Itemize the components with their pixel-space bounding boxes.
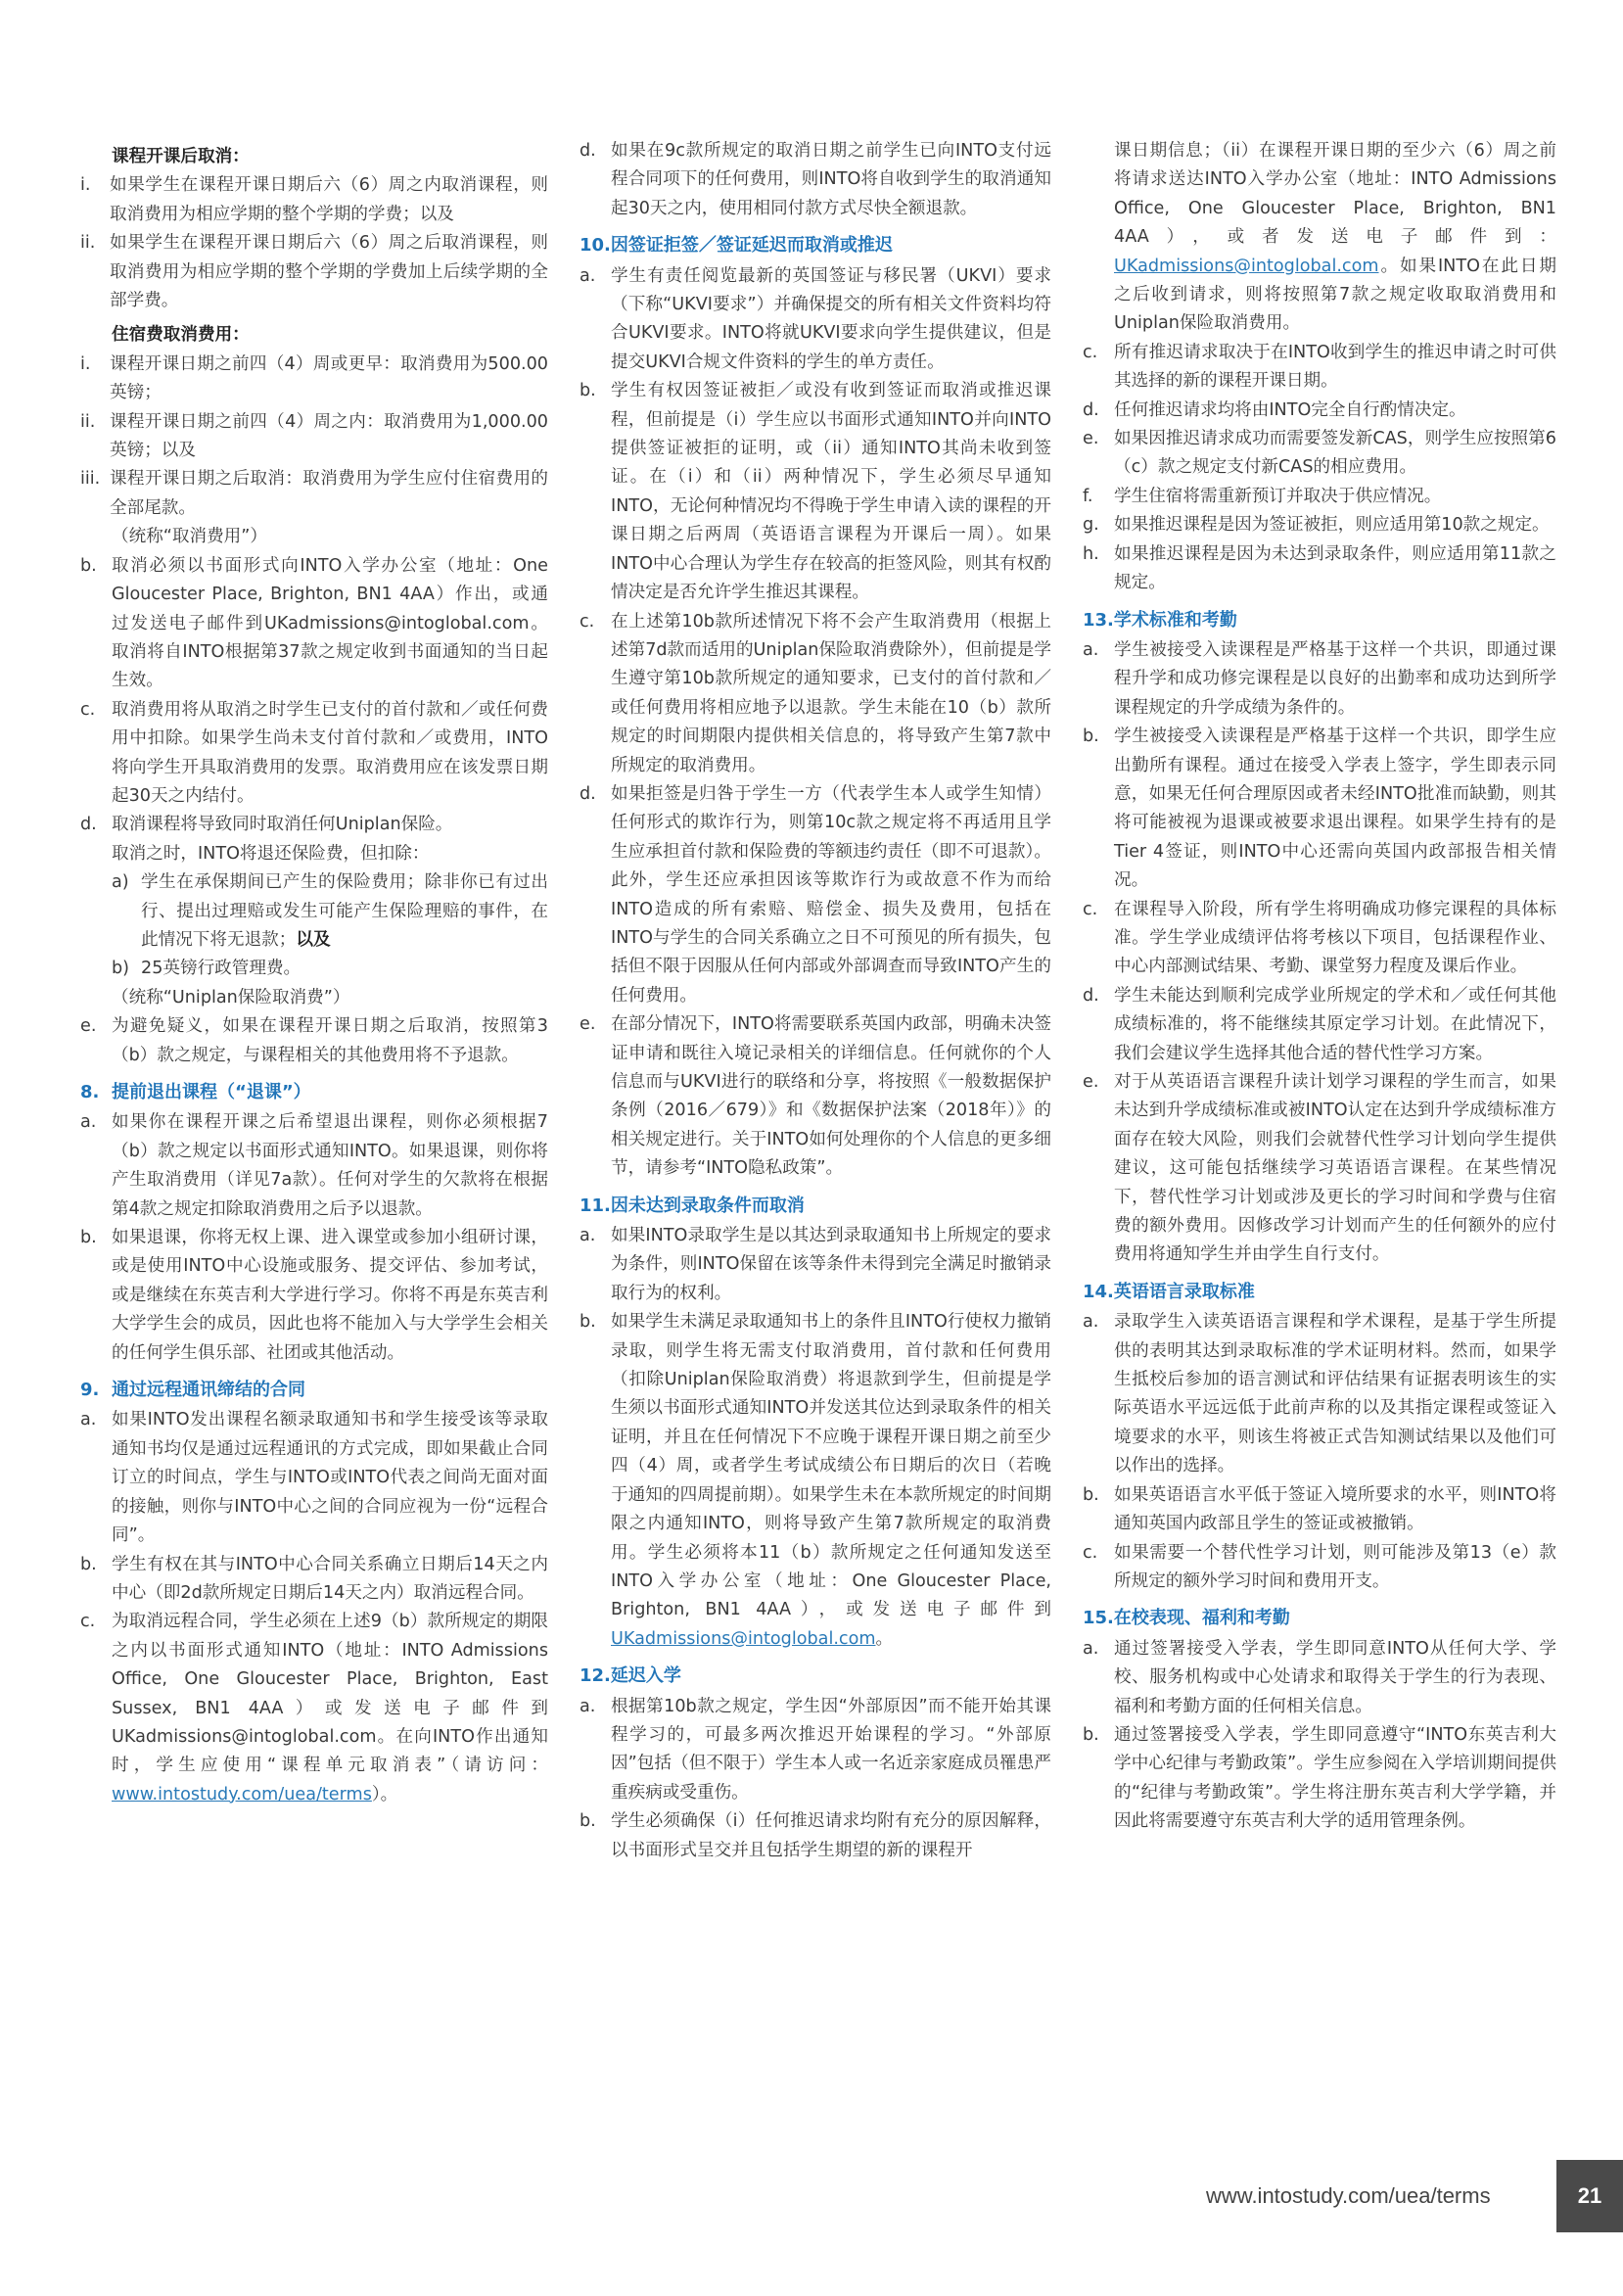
section-heading bbox=[1083, 606, 1556, 634]
clause-text: 对于从英语语言课程升读计划学习课程的学生而言，如果未达到升学成绩标准或被INTO认定在达到升学成绩标准方面存在较大风险，则我们会就替代性学习计划向学生提供建议，这可能包括继续学习英语语言课程。在某些情况下，替代性学习计划或涉及更长的学习时间和学费与住宿费的额外费用。因修改学习计划而产生的任何额外的应付费用将通知学生并由学生自行支付。 bbox=[1114, 1072, 1556, 1265]
clause-item bbox=[1083, 1635, 1556, 1721]
section-number: 8. bbox=[80, 1082, 100, 1102]
clause-tail: 以及 bbox=[296, 929, 331, 950]
clause-text-container bbox=[112, 1224, 548, 1368]
clause-marker: a. bbox=[1083, 1638, 1099, 1659]
section-title: 因未达到录取条件而取消 bbox=[610, 1195, 805, 1216]
clause-text-container bbox=[1114, 1635, 1556, 1721]
section-heading bbox=[580, 1662, 1051, 1690]
section-number: 10. bbox=[580, 235, 611, 257]
clause-text-container bbox=[112, 1406, 548, 1550]
clause-item bbox=[580, 1308, 1051, 1654]
section-title: 英语语言录取标准 bbox=[1113, 1281, 1255, 1302]
clause-text-container bbox=[110, 229, 548, 315]
clause-text: 课程开课日期之后取消：取消费用为学生应付住宿费用的全部尾款。 bbox=[110, 469, 548, 518]
clause-marker: c. bbox=[80, 699, 96, 720]
clause-marker: b. bbox=[80, 1228, 97, 1248]
clause-text: 如果学生在课程开课日期后六（6）周之内取消课程，则取消费用为相应学期的整个学期的学费；以及 bbox=[110, 175, 548, 224]
clause-text: 如果推迟课程是因为未达到录取条件，则应适用第11款之规定。 bbox=[1114, 543, 1556, 593]
paragraph bbox=[80, 984, 548, 1012]
clause-text-container bbox=[1114, 483, 1556, 511]
clause-marker: e. bbox=[1083, 429, 1099, 449]
clause-text: 录取学生入读英语语言课程和学术课程，是基于学生所提供的表明其达到录取标准的学术证明材料。然而，如果学生抵校后参加的语言测试和评估结果有证据表明该生的实际英语水平远远低于此前声称的以及其指定课程或签证入境要求的水平，则该生将被正式告知测试结果以及他们可以作出的选择。 bbox=[1114, 1312, 1556, 1476]
clause-marker: iii. bbox=[80, 469, 101, 490]
clause-text-container bbox=[112, 552, 548, 696]
clause-marker: b. bbox=[80, 1554, 97, 1574]
clause-text-container bbox=[1114, 896, 1556, 982]
subheading: 住宿费取消费用： bbox=[112, 325, 250, 346]
clause-text: 学生被接受入读课程是严格基于这样一个共识，即通过课程升学和成功修完课程是以良好的出勤率和成功达到所学课程规定的升学成绩为条件的。 bbox=[1114, 639, 1556, 718]
clause-text-container bbox=[112, 696, 548, 812]
clause-text: 学生住宿将需重新预订并取决于供应情况。 bbox=[1114, 486, 1442, 506]
clause-text: 25英镑行政管理费。 bbox=[141, 959, 301, 979]
clause-text: 根据第10b款之规定，学生因“外部原因”而不能开始其课程学习的，可最多两次推迟开始课程的学习。“外部原因”包括（但不限于）学生本人或一名近亲家庭成员罹患严重疾病或受重伤。 bbox=[611, 1696, 1051, 1803]
clause-text: 课程开课日期之前四（4）周之内：取消费用为1,000.00英镑；以及 bbox=[110, 411, 548, 461]
clause-marker: b. bbox=[580, 381, 596, 401]
clause-item bbox=[80, 811, 548, 839]
clause-tail: 。如果INTO在此日期之后收到请求，则将按照第7款之规定收取取消费用和Uniplan保险取消费用。 bbox=[1114, 256, 1556, 334]
clause-text-container bbox=[1114, 1721, 1556, 1837]
clause-text-container bbox=[112, 1108, 548, 1224]
section-number: 12. bbox=[580, 1665, 611, 1687]
clause-text: 通过签署接受入学表，学生即同意遵守“INTO东英吉利大学中心纪律与考勤政策”。学生应参阅在入学培训期间提供的“纪律与考勤政策”。学生将注册东英吉利大学学籍，并因此将需要遵守东英吉利大学的适用管理条例。 bbox=[1114, 1724, 1556, 1832]
subheading: 课程开课后取消： bbox=[112, 147, 250, 166]
clause-text-container bbox=[1114, 397, 1556, 425]
section-title: 提前退出课程（“退课”） bbox=[112, 1082, 311, 1102]
clause-marker: e. bbox=[580, 1014, 596, 1035]
section-heading bbox=[580, 231, 1051, 259]
clause-marker: b. bbox=[1083, 1484, 1099, 1505]
clause-text: 课日期信息；（ii）在课程开课日期的至少六（6）周之前将请求送达INTO入学办公室（地址：INTO Admissions Office, One Gloucester Place, Brighton, BN1 4AA），或者发送电子邮件到： bbox=[1114, 141, 1556, 248]
clause-item bbox=[580, 1807, 1051, 1865]
clause-text: 学生在承保期间已产生的保险费用；除非你已有过出行、提出过理赔或发生可能产生保险理赔的事件，在此情况下将无退款； bbox=[141, 872, 548, 950]
clause-marker: b. bbox=[1083, 726, 1099, 747]
clause-marker: g. bbox=[1083, 515, 1099, 536]
clause-text-container bbox=[112, 1551, 548, 1609]
clause-text-container bbox=[611, 1693, 1051, 1808]
clause-text-container bbox=[110, 351, 548, 408]
clause-item bbox=[80, 552, 548, 696]
section-title: 学术标准和考勤 bbox=[1113, 609, 1237, 631]
clause-item bbox=[1083, 511, 1556, 539]
clause-text: 如果因推迟请求成功而需要签发新CAS，则学生应按照第6（c）款之规定支付新CAS的相应费用。 bbox=[1114, 429, 1556, 478]
sub-clause bbox=[80, 229, 548, 315]
clause-marker: c. bbox=[1083, 342, 1098, 362]
clause-item bbox=[580, 780, 1051, 1010]
clause-text: 所有推迟请求取决于在INTO收到学生的推迟申请之时可供其选择的新的课程开课日期。 bbox=[1114, 342, 1556, 392]
clause-marker: c. bbox=[580, 611, 595, 632]
clause-text: 取消课程将导致同时取消任何Uniplan保险。 bbox=[112, 815, 453, 835]
clause-text-container bbox=[611, 608, 1051, 780]
clause-item bbox=[1083, 896, 1556, 982]
column-1 bbox=[80, 137, 548, 1809]
clause-marker: h. bbox=[1083, 543, 1099, 564]
clause-item bbox=[80, 1406, 548, 1550]
clause-item bbox=[1083, 636, 1556, 723]
section-heading bbox=[580, 1192, 1051, 1220]
clause-text: 如果英语语言水平低于签证入境所要求的水平，则INTO将通知英国内政部且学生的签证或被撤销。 bbox=[1114, 1484, 1556, 1534]
clause-marker: a. bbox=[1083, 639, 1099, 660]
sub-clause bbox=[80, 408, 548, 466]
sub-clause bbox=[80, 465, 548, 523]
clause-text: 在部分情况下，INTO将需要联系英国内政部，明确未决签证申请和既往入境记录相关的详细信息。任何就你的个人信息而与UKVI进行的联络和分享，将按照《一般数据保护条例（2016／679）》和《数据保护法案（2018年）》的相关规定进行。关于INTO如何处理你的个人信息的更多细节，请参考“INTO隐私政策”。 bbox=[611, 1014, 1051, 1179]
clause-marker: d. bbox=[1083, 399, 1099, 420]
clause-marker: b. bbox=[80, 555, 97, 576]
clause-text: （统称“取消费用”） bbox=[112, 527, 267, 547]
clause-marker: d. bbox=[580, 141, 596, 161]
clause-text-container bbox=[1114, 540, 1556, 598]
clause-item bbox=[80, 1608, 548, 1809]
section-heading bbox=[80, 1376, 548, 1404]
clause-text: 如果INTO录取学生是以其达到录取通知书上所规定的要求为条件，则INTO保留在该等条件未得到完全满足时撤销录取行为的权利。 bbox=[611, 1226, 1051, 1303]
clause-text: 学生未能达到顺利完成学业所规定的学术和／或任何其他成绩标准的，将不能继续其原定学习计划。在此情况下，我们会建议学生选择其他合适的替代性学习方案。 bbox=[1114, 985, 1556, 1063]
section-heading bbox=[1083, 1278, 1556, 1306]
clause-text: 如果学生未满足录取通知书上的条件且INTO行使权力撤销录取，则学生将无需支付取消费用，首付款和任何费用（扣除Uniplan保险取消费）将退款到学生，但前提是学生须以书面形式通知INTO并发送其位达到录取条件的相关证明，并且在任何情况下不应晚于课程开课日期之前至少四（4）周，或者学生考试成绩公布日期后的次日（若晚于通知的四周提前期）。如果学生未在本款所规定的时间期限之内通知INTO，则将导致产生第7款所规定的取消费用。学生必须将本11（b）款所规定之任何通知发送至INTO入学办公室（地址：One Gloucester Place, Brighton, BN1 4AA），或发送电子邮件到 bbox=[611, 1312, 1051, 1620]
clause-text: 如果学生在课程开课日期后六（6）周之后取消课程，则取消费用为相应学期的整个学期的学费加上后续学期的全部学费。 bbox=[110, 233, 548, 311]
clause-item bbox=[80, 1108, 548, 1224]
clause-marker: a. bbox=[80, 1112, 97, 1133]
clause-item bbox=[580, 377, 1051, 607]
clause-marker: d. bbox=[580, 783, 596, 804]
clause-text: 取消必须以书面形式向INTO入学办公室（地址：One Gloucester Place, Brighton, BN1 4AA）作出，或通过发送电子邮件到UKadmissions@intoglobal.com。取消将自INTO根据第37款之规定收到书面通知的当日起生效。 bbox=[112, 555, 548, 691]
section-number: 15. bbox=[1083, 1608, 1114, 1629]
section-title: 通过远程通讯缔结的合同 bbox=[112, 1380, 305, 1401]
clause-text-container bbox=[1114, 425, 1556, 483]
clause-tail: 。 bbox=[875, 1628, 894, 1649]
link-text[interactable]: UKadmissions@intoglobal.com bbox=[611, 1628, 876, 1649]
clause-item bbox=[580, 1693, 1051, 1808]
clause-item bbox=[1083, 1481, 1556, 1539]
clause-text: 如果INTO发出课程名额录取通知书和学生接受该等录取通知书均仅是通过远程通讯的方式完成，即如果截止合同订立的时间点，学生与INTO或INTO代表之间尚无面对面的接触，则你与INTO中心之间的合同应视为一份“远程合同”。 bbox=[112, 1410, 548, 1546]
clause-item bbox=[580, 608, 1051, 780]
clause-item bbox=[580, 262, 1051, 378]
clause-item bbox=[1083, 723, 1556, 895]
clause-text-container bbox=[611, 1308, 1051, 1654]
clause-marker: e. bbox=[1083, 1072, 1099, 1092]
clause-marker: c. bbox=[80, 1612, 96, 1632]
section-title: 因签证拒签／签证延迟而取消或推迟 bbox=[610, 235, 893, 257]
clause-text: 课程开课日期之前四（4）周或更早：取消费用为500.00英镑； bbox=[110, 353, 548, 403]
sub-clause bbox=[80, 955, 548, 983]
clause-marker: b) bbox=[112, 959, 130, 979]
clause-text-container bbox=[611, 262, 1051, 378]
clause-text: 取消之时，INTO将退还保险费，但扣除： bbox=[112, 843, 430, 864]
section-number: 14. bbox=[1083, 1281, 1114, 1302]
clause-marker: b. bbox=[580, 1312, 596, 1333]
clause-marker: b. bbox=[1083, 1724, 1099, 1745]
section-number: 9. bbox=[80, 1380, 100, 1401]
clause-text-container bbox=[141, 868, 548, 955]
clause-text: 如果拒签是归咎于学生一方（代表学生本人或学生知情）任何形式的欺诈行为，则第10c款之规定将不再适用且学生应承担首付款和保险费的等额违约责任（即不可退款）。此外，学生还应承担因该等欺诈行为或故意不作为而给INTO造成的所有索赔、赔偿金、损失及费用，包括在INTO与学生的合同关系确立之日不可预见的所有损失，包括但不限于因服从任何内部或外部调查而导致INTO产生的任何费用。 bbox=[611, 783, 1051, 1006]
clause-text: （统称“Uniplan保险取消费”） bbox=[112, 987, 350, 1007]
clause-text: 如果你在课程开课之后希望退出课程，则你必须根据7（b）款之规定以书面形式通知INTO。如果退课，则你将产生取消费用（详见7a款）。任何对学生的欠款将在根据第4款之规定扣除取消费用之后予以退款。 bbox=[112, 1112, 548, 1219]
clause-text-container bbox=[611, 377, 1051, 607]
sub-clause bbox=[80, 868, 548, 955]
clause-text: 如果需要一个替代性学习计划，则可能涉及第13（e）款所规定的额外学习时间和费用开支。 bbox=[1114, 1542, 1556, 1591]
clause-text: 学生必须确保（i）任何推迟请求均附有充分的原因解释，以书面形式呈交并且包括学生期望的新的课程开 bbox=[611, 1811, 1051, 1860]
clause-item bbox=[580, 137, 1051, 223]
clause-text-container bbox=[112, 1012, 548, 1070]
clause-item bbox=[1083, 1068, 1556, 1270]
section-heading bbox=[80, 1078, 548, 1106]
page-number: 21 bbox=[1556, 2160, 1623, 2232]
clause-marker: b. bbox=[580, 1811, 596, 1832]
clause-text: 如果退课，你将无权上课、进入课堂或参加小组研讨课，或是使用INTO中心设施或服务、提交评估、参加考试，或是继续在东英吉利大学进行学习。你将不再是东英吉利大学学生会的成员，因此也将不能加入与大学学生会相关的任何学生俱乐部、社团或其他活动。 bbox=[112, 1228, 548, 1363]
clause-text-container bbox=[110, 171, 548, 229]
clause-item bbox=[1083, 425, 1556, 483]
clause-marker: ii. bbox=[80, 411, 96, 432]
clause-marker: d. bbox=[80, 815, 97, 835]
clause-item bbox=[80, 1224, 548, 1368]
clause-text-container bbox=[611, 1010, 1051, 1183]
clause-text-container bbox=[1114, 511, 1556, 539]
clause-marker: f. bbox=[1083, 486, 1093, 506]
clause-text-container bbox=[1114, 1308, 1556, 1480]
clause-text: 任何推迟请求均将由INTO完全自行酌情决定。 bbox=[1114, 399, 1466, 420]
clause-text-container bbox=[1114, 339, 1556, 397]
clause-marker: i. bbox=[80, 353, 91, 374]
column-2 bbox=[580, 137, 1051, 1865]
clause-marker: a. bbox=[80, 1410, 97, 1430]
clause-item bbox=[1083, 540, 1556, 598]
clause-item bbox=[1083, 397, 1556, 425]
clause-item bbox=[580, 1222, 1051, 1308]
clause-text-container bbox=[1114, 1481, 1556, 1539]
clause-marker: i. bbox=[80, 175, 91, 196]
clause-marker: c. bbox=[1083, 899, 1098, 919]
clause-text: 学生有权在其与INTO中心合同关系确立日期后14天之内中心（即2d款所规定日期后14天之内）取消远程合同。 bbox=[112, 1554, 548, 1603]
clause-text: 学生有权因签证被拒／或没有收到签证而取消或推迟课程，但前提是（i）学生应以书面形式通知INTO并向INTO提供签证被拒的证明，或（ii）通知INTO其尚未收到签证。在（i）和（ii）两种情况下，学生必须尽早通知INTO，无论何种情况均不得晚于学生申请入读的课程的开课日期之后两周（英语语言课程为开课后一周）。如果INTO中心合理认为学生存在较高的拒签风险，则其有权酌情决定是否允许学生推迟其课程。 bbox=[611, 381, 1051, 603]
link-text[interactable]: UKadmissions@intoglobal.com bbox=[1114, 256, 1379, 276]
clause-text: 如果在9c款所规定的取消日期之前学生已向INTO支付远程合同项下的任何费用，则INTO将自收到学生的取消通知起30天之内，使用相同付款方式尽快全额退款。 bbox=[611, 141, 1051, 218]
clause-text: 在课程导入阶段，所有学生将明确成功修完课程的具体标准。学生学业成绩评估将考核以下项目，包括课程作业、中心内部测试结果、考勤、课堂努力程度及课后作业。 bbox=[1114, 899, 1556, 977]
clause-item bbox=[1083, 339, 1556, 397]
clause-item bbox=[1083, 1539, 1556, 1597]
clause-item bbox=[80, 1012, 548, 1070]
clause-text-container bbox=[1114, 982, 1556, 1068]
clause-marker: a. bbox=[580, 265, 596, 286]
clause-text-container bbox=[1114, 723, 1556, 895]
section-heading bbox=[1083, 1604, 1556, 1632]
paragraph bbox=[80, 840, 548, 868]
clause-item bbox=[580, 1010, 1051, 1183]
clause-item bbox=[80, 696, 548, 812]
clause-item bbox=[1083, 1721, 1556, 1837]
clause-text-container bbox=[1114, 1068, 1556, 1270]
sub-clause bbox=[80, 351, 548, 408]
clause-marker: d. bbox=[1083, 985, 1099, 1006]
clause-marker: e. bbox=[80, 1016, 97, 1037]
clause-marker: c. bbox=[1083, 1542, 1098, 1563]
column-3 bbox=[1083, 137, 1556, 1837]
section-title: 延迟入学 bbox=[610, 1665, 681, 1687]
clause-text-container bbox=[1114, 1539, 1556, 1597]
paragraph bbox=[80, 523, 548, 551]
clause-text: 为取消远程合同，学生必须在上述9（b）款所规定的期限之内以书面形式通知INTO（地址：INTO Admissions Office, One Gloucester Place, Brighton, East Sussex, BN1 4AA）或发送电子邮件到UKadmissions@intoglobal.com。在向INTO作出通知时，学生应使用“课程单元取消表”（请访问： bbox=[112, 1612, 548, 1776]
clause-marker: a. bbox=[580, 1226, 596, 1246]
clause-text-container bbox=[611, 1807, 1051, 1865]
link-text[interactable]: www.intostudy.com/uea/terms bbox=[112, 1784, 372, 1804]
clause-marker: ii. bbox=[80, 233, 96, 254]
clause-item bbox=[1083, 1308, 1556, 1480]
clause-text: 学生被接受入读课程是严格基于这样一个共识，即学生应出勤所有课程。通过在接受入学表上签字，学生即表示同意，如果无任何合理原因或者未经INTO批准而缺勤，则其将可能被视为退课或被要求退出课程。如果学生持有的是Tier 4签证，则INTO中心还需向英国内政部报告相关情况。 bbox=[1114, 726, 1556, 891]
clause-text: 为避免疑义，如果在课程开课日期之后取消，按照第3（b）款之规定，与课程相关的其他费用将不予退款。 bbox=[112, 1016, 548, 1065]
clause-text-container bbox=[110, 408, 548, 466]
clause-text-container bbox=[112, 1608, 548, 1809]
clause-text-container bbox=[110, 465, 548, 523]
clause-text-container bbox=[112, 811, 548, 839]
clause-text: 取消费用将从取消之时学生已支付的首付款和／或任何费用中扣除。如果学生尚未支付首付款和／或费用，INTO将向学生开具取消费用的发票。取消费用应在该发票日期起30天之内结付。 bbox=[112, 699, 548, 806]
clause-text-container bbox=[141, 955, 548, 983]
clause-text: 在上述第10b款所述情况下将不会产生取消费用（根据上述第7d款而适用的Uniplan保险取消费除外），但前提是学生遵守第10b款所规定的通知要求，已支付的首付款和／或任何费用将相应地予以退款。学生未能在10（b）款所规定的时间期限内提供相关信息的，将导致产生第7款中所规定的取消费用。 bbox=[611, 611, 1051, 775]
clause-item bbox=[1083, 483, 1556, 511]
clause-text-container bbox=[1114, 636, 1556, 723]
section-title: 在校表现、福利和考勤 bbox=[1113, 1608, 1290, 1629]
section-number: 13. bbox=[1083, 609, 1114, 631]
clause-item bbox=[80, 1551, 548, 1609]
clause-text: 通过签署接受入学表，学生即同意INTO从任何大学、学校、服务机构或中心处请求和取得关于学生的行为表现、福利和考勤方面的任何相关信息。 bbox=[1114, 1638, 1556, 1716]
clause-marker: a) bbox=[112, 872, 129, 893]
clause-text-container bbox=[611, 137, 1051, 223]
clause-item bbox=[1083, 982, 1556, 1068]
clause-marker: a. bbox=[1083, 1312, 1099, 1333]
paragraph bbox=[1083, 137, 1556, 339]
section-number: 11. bbox=[580, 1195, 611, 1216]
clause-marker: a. bbox=[580, 1696, 596, 1716]
footer-url[interactable]: www.intostudy.com/uea/terms bbox=[1206, 2183, 1491, 2208]
clause-text-container bbox=[611, 780, 1051, 1010]
clause-text: 学生有责任阅览最新的英国签证与移民署（UKVI）要求（下称“UKVI要求”）并确保提交的所有相关文件资料均符合UKVI要求。INTO将就UKVI要求向学生提供建议，但是提交UKVI合规文件资料的学生的单方责任。 bbox=[611, 265, 1051, 372]
clause-text: 如果推迟课程是因为签证被拒，则应适用第10款之规定。 bbox=[1114, 515, 1550, 536]
sub-clause bbox=[80, 171, 548, 229]
clause-text-container bbox=[611, 1222, 1051, 1308]
clause-tail: ）。 bbox=[371, 1784, 398, 1804]
